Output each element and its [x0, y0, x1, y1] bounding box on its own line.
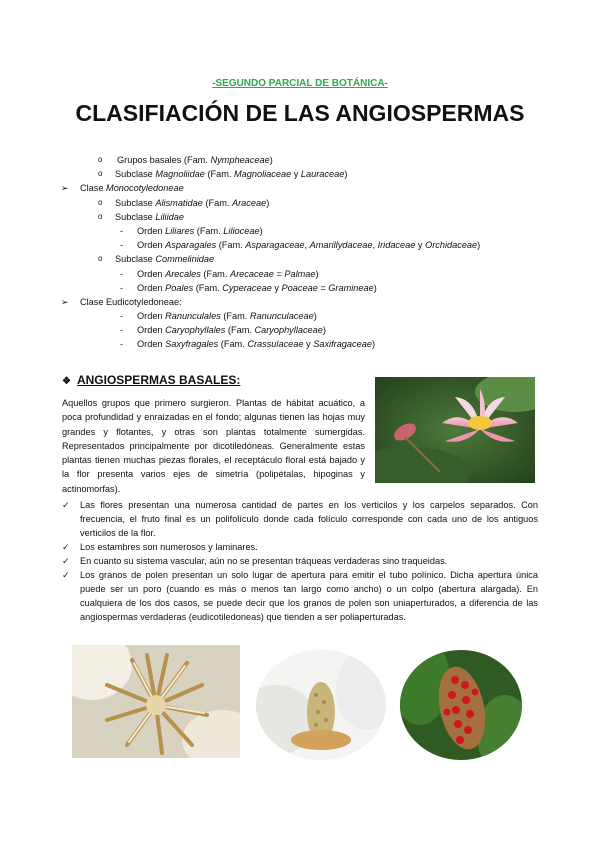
outline-text: (Fam. [194, 225, 224, 236]
outline-text: (Fam. [204, 169, 234, 180]
outline-text: Orden [137, 225, 166, 236]
dash-bullet: - [120, 325, 123, 336]
outline-row [0, 153, 600, 167]
section-heading-text: ANGIOSPERMAS BASALES: [76, 373, 241, 387]
water-lily-photo [375, 377, 535, 483]
dash-bullet: - [120, 339, 123, 350]
section-heading [62, 373, 240, 387]
outline-text: (Fam. [225, 325, 255, 336]
outline-text: ) [373, 282, 377, 293]
taxon-name: Monocotyledoneae [106, 183, 184, 194]
outline-row-text [137, 238, 480, 252]
outline-row [0, 337, 600, 351]
characteristic-item [62, 554, 538, 568]
outline-text: Orden [137, 282, 166, 293]
taxon-name: Poales [165, 282, 194, 293]
outline-text: Orden [137, 268, 166, 279]
outline-text: Grupos basales (Fam. [117, 155, 211, 165]
dash-bullet: - [120, 225, 123, 236]
outline-text: Subclase [115, 169, 156, 180]
outline-row [0, 181, 600, 195]
taxon-name: Lilioceae [223, 225, 260, 236]
page-title: CLASIFIACIÓN DE LAS ANGIOSPERMAS [75, 100, 525, 126]
taxon-name: Nympheaceae [210, 155, 270, 165]
outline-row [0, 309, 600, 323]
outline-text: ) [269, 155, 273, 165]
outline-row-text [80, 181, 184, 195]
taxon-name: Commelinidae [155, 254, 215, 265]
outline-row-text [117, 153, 273, 167]
taxon-name: Arecaceae = Palmae [229, 268, 316, 279]
outline-text: Orden [137, 339, 166, 350]
dash-bullet: - [120, 311, 123, 322]
outline-row [0, 167, 600, 181]
characteristic-text: Los estambres son numerosos y laminares. [80, 542, 258, 552]
taxon-name: Araceae [231, 197, 267, 208]
taxon-name: Caryophyllaceae [254, 325, 323, 336]
outline-text: ) [266, 197, 270, 208]
outline-text: Subclase [115, 211, 156, 222]
taxon-name: Ranunculales [165, 311, 221, 322]
outline-text: y [291, 169, 301, 180]
outline-row [0, 252, 600, 266]
circle-bullet-icon: o [98, 197, 103, 207]
dash-bullet: - [120, 240, 123, 251]
characteristic-text: Los granos de polen presentan un solo lugar de apertura para emitir el tubo polínico. Dicha apertura única puede ser un poro (cuando es más o menos tan largo como ancho) o un colpo (abertura alargada). En cualquiera de los dos casos, se puede decir que los granos de polen son uniaperturados, a diferencia de las angiospermas verdaderas (eudicotiledoneas) que tienden a ser poliaperturadas. [80, 570, 538, 622]
outline-row [0, 238, 600, 252]
outline-row [0, 196, 600, 210]
taxon-name: Asparagaceae [245, 240, 305, 251]
taxon-name: Saxyfragales [165, 339, 219, 350]
characteristic-item [62, 540, 538, 554]
taxon-name: Crassulaceae [247, 339, 304, 350]
outline-row [0, 224, 600, 238]
characteristic-item [62, 568, 538, 624]
outline-row [0, 323, 600, 337]
circle-bullet-icon: o [98, 155, 103, 164]
taxon-name: Caryophyllales [165, 325, 226, 336]
outline-row-text [137, 281, 377, 295]
outline-text: (Fam. [200, 268, 230, 279]
outline-text: (Fam. [202, 197, 232, 208]
section-intro: Aquellos grupos que primero surgieron. Plantas de hábitat acuático, a poca profundidad y enraizadas en el fondo; algunas tienen las hojas muy grandes y flotantes, y otras son plantas totalmente sumergidas. Representados principalmente por dicotiledóneas. Generalmente estas plantas tienen muchas piezas florales, el receptáculo floral está bajado y la flor presenta varios ejes de simetría (polipétalas, hipoginas y actinomorfas). [62, 398, 365, 494]
outline-text: y [415, 240, 426, 251]
outline-text: ) [259, 225, 263, 236]
taxon-name: Amarillydaceae [309, 240, 373, 251]
outline-text: , [372, 240, 378, 251]
magnolia-center-photo [256, 650, 386, 760]
characteristics-list [62, 498, 538, 624]
taxon-name: Cyperaceae [222, 282, 272, 293]
circle-bullet-icon: o [98, 211, 103, 221]
outline-row-text [80, 295, 182, 309]
outline-text: (Fam. [218, 339, 248, 350]
outline-text: Orden [137, 325, 166, 336]
outline-text: (Fam. [193, 282, 223, 293]
taxon-name: Lauraceae [300, 169, 345, 180]
taxon-name: Arecales [165, 268, 201, 279]
outline-text: Subclase [115, 197, 156, 208]
taxon-name: Iridaceae [377, 240, 416, 251]
outline-row-text [115, 252, 214, 266]
taxon-name: Magnoliaceae [234, 169, 292, 180]
outline-text: Orden [137, 311, 166, 322]
taxon-name: Poaceae = Gramineae [281, 282, 374, 293]
outline-row [0, 267, 600, 281]
taxon-name: Liliares [165, 225, 195, 236]
outline-text: Clase [80, 183, 107, 194]
outline-row-text [137, 337, 375, 351]
taxon-name: Ranunculaceae [249, 311, 314, 322]
outline-text: Orden [137, 240, 166, 251]
outline-text: (Fam. [216, 240, 246, 251]
checkmark-icon: ✓ [62, 556, 70, 566]
outline-row [0, 295, 600, 309]
outline-row-text [115, 210, 184, 224]
outline-text: ) [477, 240, 481, 251]
taxon-name: Asparagales [165, 240, 217, 251]
outline-text: y [303, 339, 314, 350]
outline-text: ) [371, 339, 376, 350]
taxon-name: Orchidaceae [425, 240, 478, 251]
outline-text: ) [344, 169, 348, 180]
outline-row-text [115, 196, 269, 210]
characteristic-text: En cuanto su sistema vascular, aún no se presentan tráqueas verdaderas sino traqueidas. [80, 556, 448, 566]
outline-text: ) [313, 311, 317, 322]
checkmark-icon: ✓ [62, 570, 70, 580]
magnolia-stamens-photo [72, 645, 240, 758]
taxon-name: Liliidae [155, 211, 184, 222]
taxon-name: Saxifragaceae [313, 339, 372, 350]
circle-bullet-icon: o [98, 169, 103, 179]
outline-row-text [137, 224, 263, 238]
outline-row-text [137, 267, 319, 281]
outline-text: (Fam. [220, 311, 250, 322]
taxon-name: Magnoliidae [155, 169, 205, 180]
diamond-bullet-icon: ❖ [62, 376, 71, 387]
magnolia-fruit-photo [400, 650, 522, 760]
circle-bullet-icon: o [98, 254, 103, 264]
dash-bullet: - [120, 268, 123, 279]
outline-row-text [137, 323, 326, 337]
outline-text: , [304, 240, 310, 251]
classification-outline [0, 153, 600, 352]
characteristic-item [62, 498, 538, 540]
checkmark-icon: ✓ [62, 542, 70, 552]
outline-text: Subclase [115, 254, 156, 265]
dash-bullet: - [120, 282, 123, 293]
outline-text: y [271, 282, 282, 293]
outline-row-text [115, 167, 347, 181]
outline-row [0, 281, 600, 295]
checkmark-icon: ✓ [62, 500, 70, 510]
characteristic-text: Las flores presentan una numerosa cantidad de partes en los verticilos y los carpelos separados. Con frecuencia, el fruto final es un polifolículo donde cada folículo corresponde con cada uno de los antiguos verticilos de la flor. [80, 500, 538, 538]
outline-text: ) [322, 325, 326, 336]
page-subtitle: -SEGUNDO PARCIAL DE BOTÁNICA- [212, 78, 388, 89]
outline-text: ) [315, 268, 319, 279]
arrow-bullet-icon: ➢ [61, 296, 69, 307]
taxon-name: Alismatidae [155, 197, 203, 208]
outline-text: Clase Eudicotyledoneae: [80, 296, 182, 307]
arrow-bullet-icon: ➢ [61, 183, 69, 194]
outline-row-text [137, 309, 317, 323]
outline-row [0, 210, 600, 224]
